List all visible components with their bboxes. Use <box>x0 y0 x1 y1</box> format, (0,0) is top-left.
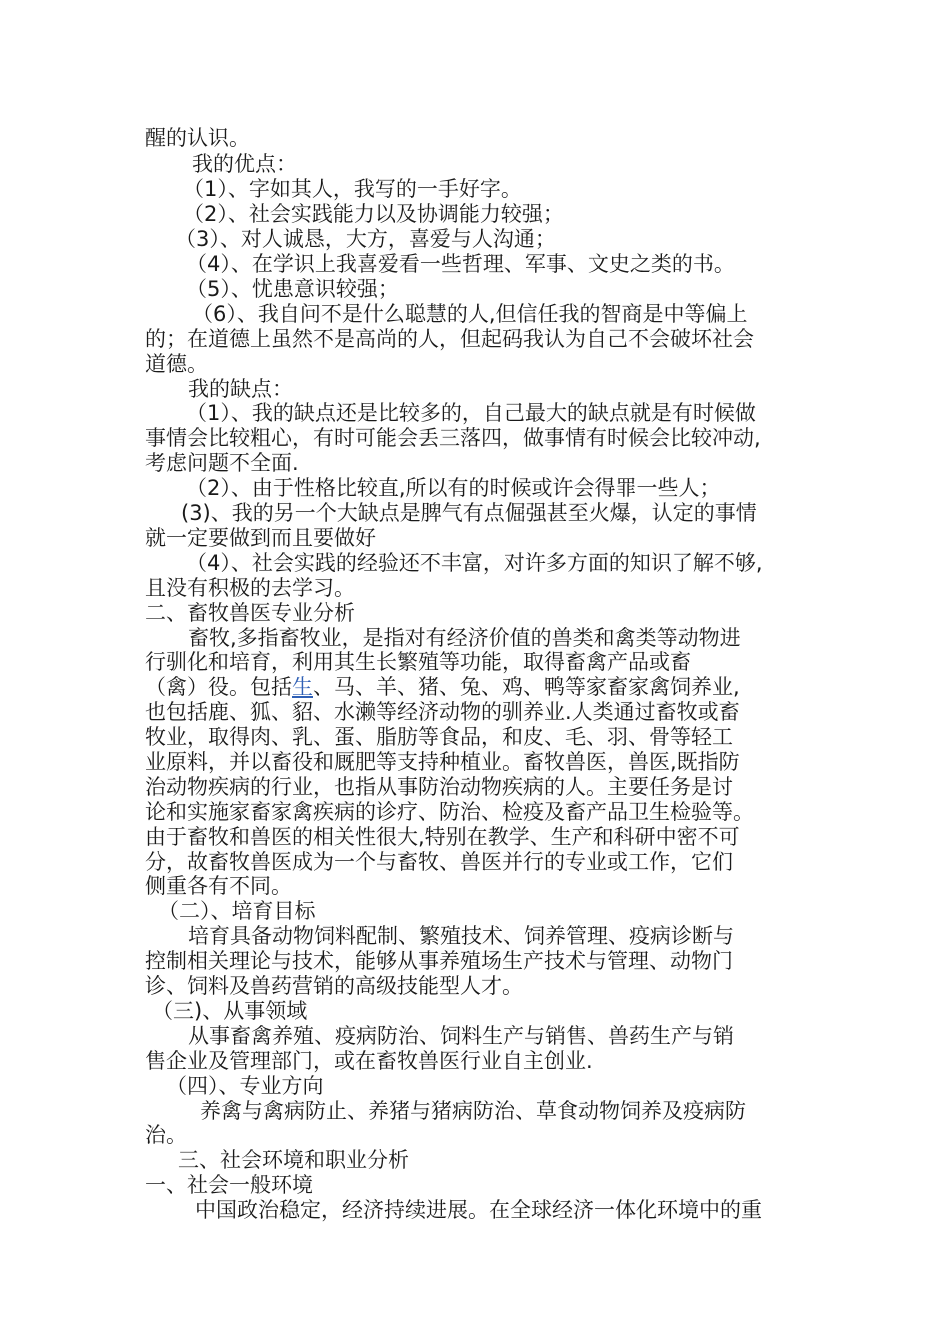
text-fragment: （禽）役。包括 <box>145 675 292 699</box>
subsection-heading-general-environment: 一、社会一般环境 <box>145 1173 313 1197</box>
list-item: （3）、对人诚恳，大方，喜爱与人沟通； <box>175 227 556 251</box>
paragraph-line: 治。 <box>145 1123 187 1147</box>
text-line: 道德。 <box>145 352 208 376</box>
paragraph-line: 分，故畜牧兽医成为一个与畜牧、兽医并行的专业或工作，它们 <box>145 850 733 874</box>
paragraph-line: 治动物疾病的行业，也指从事防治动物疾病的人。主要任务是讨 <box>145 775 733 799</box>
text-line: 考虑问题不全面. <box>145 451 299 475</box>
text-line: 醒的认识。 <box>145 126 250 150</box>
paragraph-line: 养禽与禽病防止、养猪与猪病防治、草食动物饲养及疫病防 <box>200 1099 746 1123</box>
paragraph-line: 由于畜牧和兽医的相关性很大,特别在教学、生产和科研中密不可 <box>145 825 740 849</box>
list-item: （2）、由于性格比较直,所以有的时候或许会得罪一些人； <box>186 476 721 500</box>
paragraph-line: 培育具备动物饲料配制、繁殖技术、饲养管理、疫病诊断与 <box>188 924 734 948</box>
subsection-heading-direction: （四）、专业方向 <box>166 1074 324 1098</box>
cattle-link[interactable]: 生 <box>292 675 313 699</box>
subsection-heading-fields: （三)、从事领域 <box>152 999 308 1023</box>
paragraph-line: 诊、饲料及兽药营销的高级技能型人才。 <box>145 974 523 998</box>
section-heading-major-analysis: 二、畜牧兽医专业分析 <box>145 601 355 625</box>
paragraph-line: 中国政治稳定，经济持续进展。在全球经济一体化环境中的重 <box>195 1198 762 1222</box>
subsection-heading-training-goal: （二）、培育目标 <box>158 899 316 923</box>
section-heading-strengths: 我的优点： <box>192 152 297 176</box>
paragraph-line: 行驯化和培育，利用其生长繁殖等功能，取得畜禽产品或畜 <box>145 650 691 674</box>
list-item: （6）、我自问不是什么聪慧的人,但信任我的智商是中等偏上 <box>192 302 748 326</box>
list-item: （4）、在学识上我喜爱看一些哲理、军事、文史之类的书。 <box>186 252 735 276</box>
text-fragment: 、马、羊、猪、兔、鸡、鸭等家畜家禽饲养业, <box>313 675 740 699</box>
section-heading-weaknesses: 我的缺点： <box>188 377 293 401</box>
paragraph-line: 控制相关理论与技术，能够从事养殖场生产技术与管理、动物门 <box>145 949 733 973</box>
paragraph-line: 论和实施家畜家禽疾病的诊疗、防治、检疫及畜产品卫生检验等。 <box>145 800 754 824</box>
paragraph-line: 侧重各有不同。 <box>145 874 292 898</box>
text-line: 的；在道德上虽然不是高尚的人，但起码我认为自己不会破坏社会 <box>145 327 754 351</box>
paragraph-line: 售企业及管理部门，或在畜牧兽医行业自主创业. <box>145 1049 593 1073</box>
list-item: （1）、我的缺点还是比较多的，自己最大的缺点就是有时候做 <box>186 401 756 425</box>
text-line: 事情会比较粗心，有时可能会丢三落四，做事情有时候会比较冲动, <box>145 426 761 450</box>
paragraph-line <box>145 674 740 700</box>
paragraph-line: 业原料，并以畜役和厩肥等支持种植业。畜牧兽医，兽医,既指防 <box>145 750 740 774</box>
paragraph-line: 牧业，取得肉、乳、蛋、脂肪等食品，和皮、毛、羽、骨等轻工 <box>145 725 733 749</box>
list-item: （4）、社会实践的经验还不丰富，对许多方面的知识了解不够, <box>186 551 763 575</box>
text-line: 且没有积极的去学习。 <box>145 576 355 600</box>
paragraph-line: 也包括鹿、狐、貂、水濑等经济动物的驯养业.人类通过畜牧或畜 <box>145 700 740 724</box>
list-item: （1）、字如其人，我写的一手好字。 <box>183 177 522 201</box>
list-item: （2）、社会实践能力以及协调能力较强； <box>183 202 564 226</box>
list-item: （5）、忧患意识较强； <box>186 277 399 301</box>
list-item: (3)、我的另一个大缺点是脾气有点倔强甚至火爆，认定的事情 <box>181 501 757 525</box>
paragraph-line: 从事畜禽养殖、疫病防治、饲料生产与销售、兽药生产与销 <box>188 1024 734 1048</box>
text-line: 就一定要做到而且要做好 <box>145 526 376 550</box>
section-heading-social-environment: 三、社会环境和职业分析 <box>178 1148 409 1172</box>
paragraph-line: 畜牧,多指畜牧业，是指对有经济价值的兽类和禽类等动物进 <box>188 626 741 650</box>
